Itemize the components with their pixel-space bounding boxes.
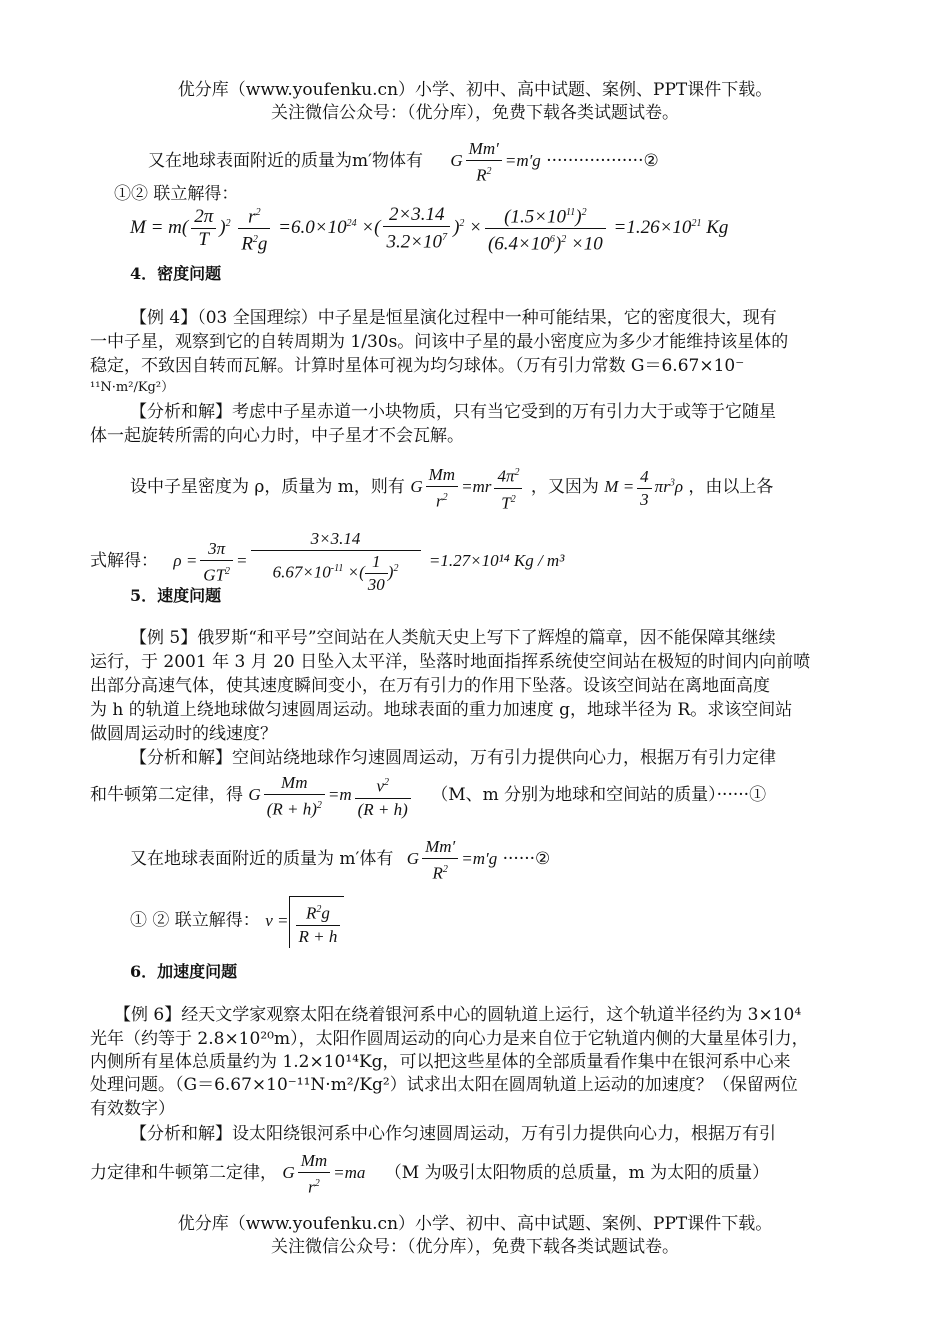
example-5-line-4: 为 h 的轨道上绕地球做匀速圆周运动。地球表面的重力加速度 g，地球半径为 R。求该空间站	[90, 700, 793, 720]
formula-centripetal: G $\frac{Mm}{r^2}$ =mr $\frac{4\pi^2}{T^2}$	[410, 477, 525, 496]
formula-density: ρ = $\frac{3\pi}{GT^2}$ = 3×3.14 $6.67\times 10^{-11}$ ×( $\frac{1}{30}$ )$^2$	[173, 551, 423, 570]
example-5-line-2: 运行，于 2001 年 3 月 20 日坠入太平洋，坠落时地面指挥系统使空间站在极短的时间内向前喷	[90, 652, 811, 672]
paragraph-surface-gravity	[130, 836, 550, 885]
setup-text-mid: ，又因为	[530, 477, 599, 498]
law-text-6: 力定律和牛顿第二定律，	[90, 1163, 277, 1184]
formula-sphere-mass: M = $\frac{4}{3}$ $\pi r^3\rho$	[604, 466, 683, 509]
footer-line-1: 优分库（www.youfenku.cn）小学、初中、高中试题、案例、PPT课件下载。	[177, 1214, 773, 1234]
paragraph-solve: ①② 联立解得：	[114, 184, 239, 204]
paragraph-velocity-law	[90, 772, 766, 821]
example-6-line-1: 【例 6】经天文学家观察太阳在绕着银河系中心的圆轨道上运行，这个轨道半径约为 3×10⁴	[114, 1005, 802, 1025]
paragraph-neutron-setup	[130, 462, 773, 514]
setup-text-post: ，由以上各	[688, 477, 774, 498]
analysis-4-line-2: 体一起旋转所需的向心力时，中子星才不会瓦解。	[90, 426, 464, 446]
section-title-density: 4．密度问题	[130, 264, 222, 283]
equation-marker: ··················②	[546, 151, 659, 172]
section-title-acceleration: 6．加速度问题	[130, 962, 238, 981]
formula-velocity: v = $\frac{R^2g}{R + h}$	[265, 911, 344, 930]
paragraph-velocity-solution	[130, 896, 344, 948]
example-4-line-3: 稳定，不致因自转而瓦解。计算时星体可视为均匀球体。（万有引力常数 G＝6.67×10⁻	[90, 356, 745, 376]
formula-mass-solution: M = m( $\frac{2\pi}{T}$ )$^2$ $\frac{r^2}{R^2g}$ $=6.0\times 10^{24}$ ×( $\frac{2\times 3.14}{3.2\times 10^7}$ )$^2$ × $\frac{(1.5\times 10^{11})^2}{(6.4\times 10^6)^2 \times 10}$ $=1.26\times 10^{21}$ Kg	[130, 202, 728, 256]
header-line-1: 优分库（www.youfenku.cn）小学、初中、高中试题、案例、PPT课件下载。	[177, 80, 773, 100]
law-text: 和牛顿第二定律，得	[90, 785, 243, 806]
analysis-4-line-1: 【分析和解】考虑中子星赤道一小块物质，只有当它受到的万有引力大于或等于它随星	[130, 402, 776, 422]
footer-line-2: 关注微信公众号：（优分库），免费下载各类试题试卷。	[271, 1237, 679, 1257]
formula-orbit-force: G $\frac{Mm}{(R + h)^2}$ =m $\frac{v^2}{(R + h)}$	[248, 785, 413, 804]
paragraph-acceleration-law	[90, 1150, 769, 1199]
example-6-line-3: 内侧所有星体总质量约为 1.2×10¹⁴Kg，可以把这些星体的全部质量看作集中在银河系中心来	[90, 1052, 791, 1072]
formula-surface-gravity: G $\frac{Mm'}{R^2}$ =m′g	[406, 837, 498, 883]
header-line-2: 关注微信公众号：（优分库），免费下载各类试题试卷。	[271, 103, 679, 123]
law-note-6: （M 为吸引太阳物质的总质量，m 为太阳的质量）	[384, 1163, 770, 1184]
velocity-solution-text: ① ② 联立解得：	[130, 910, 260, 931]
example-4-line-4: ¹¹N·m²/Kg²）	[90, 380, 175, 395]
solution-text: 式解得：	[90, 550, 158, 571]
example-5-line-3: 出部分高速气体，使其速度瞬间变小，在万有引力的作用下坠落。设该空间站在离地面高度	[90, 676, 770, 696]
paragraph-text: 又在地球表面附近的质量为m′物体有	[148, 151, 423, 172]
example-5-line-5: 做圆周运动时的线速度？	[90, 724, 277, 744]
setup-text: 设中子星密度为 ρ，质量为 m，则有	[130, 477, 405, 498]
law-note: （M、m 分别为地球和空间站的质量）······①	[431, 785, 767, 806]
example-4-line-2: 一中子星，观察到它的自转周期为 1/30s。问该中子星的最小密度应为多少才能维持该星体的	[90, 332, 789, 352]
example-6-line-4: 处理问题。（G＝6.67×10⁻¹¹N·m²/Kg²）试求出太阳在圆周轨道上运动的加速度？（保留两位	[90, 1075, 798, 1095]
example-6-line-5: 有效数字）	[90, 1099, 175, 1119]
analysis-5-line-1: 【分析和解】空间站绕地球作匀速圆周运动，万有引力提供向心力，根据万有引力定律	[130, 748, 776, 768]
formula-acceleration: G $\frac{Mm}{r^2}$ =ma	[282, 1151, 366, 1197]
equation-marker-2: ······②	[502, 849, 551, 870]
example-6-line-2: 光年（约等于 2.8×10²⁰m），太阳作圆周运动的向心力是来自位于它轨道内侧的大量星体引力，	[90, 1029, 809, 1049]
example-5-line-1: 【例 5】俄罗斯“和平号”空间站在人类航天史上写下了辉煌的篇章，因不能保障其继续	[130, 628, 776, 648]
paragraph-surface-mass	[148, 138, 659, 187]
formula-gravity: G $\frac{Mm'}{R^2}$ =m′g	[450, 139, 541, 185]
section-title-velocity: 5．速度问题	[130, 586, 222, 605]
density-result: =1.27×10¹⁴ Kg / m³	[428, 550, 565, 570]
analysis-6-line-1: 【分析和解】设太阳绕银河系中心作匀速圆周运动，万有引力提供向心力，根据万有引	[130, 1124, 776, 1144]
example-4-line-1: 【例 4】（03 全国理综）中子星是恒星演化过程中一种可能结果，它的密度很大，现有	[130, 308, 777, 328]
surface-text: 又在地球表面附近的质量为 m′体有	[130, 849, 394, 870]
